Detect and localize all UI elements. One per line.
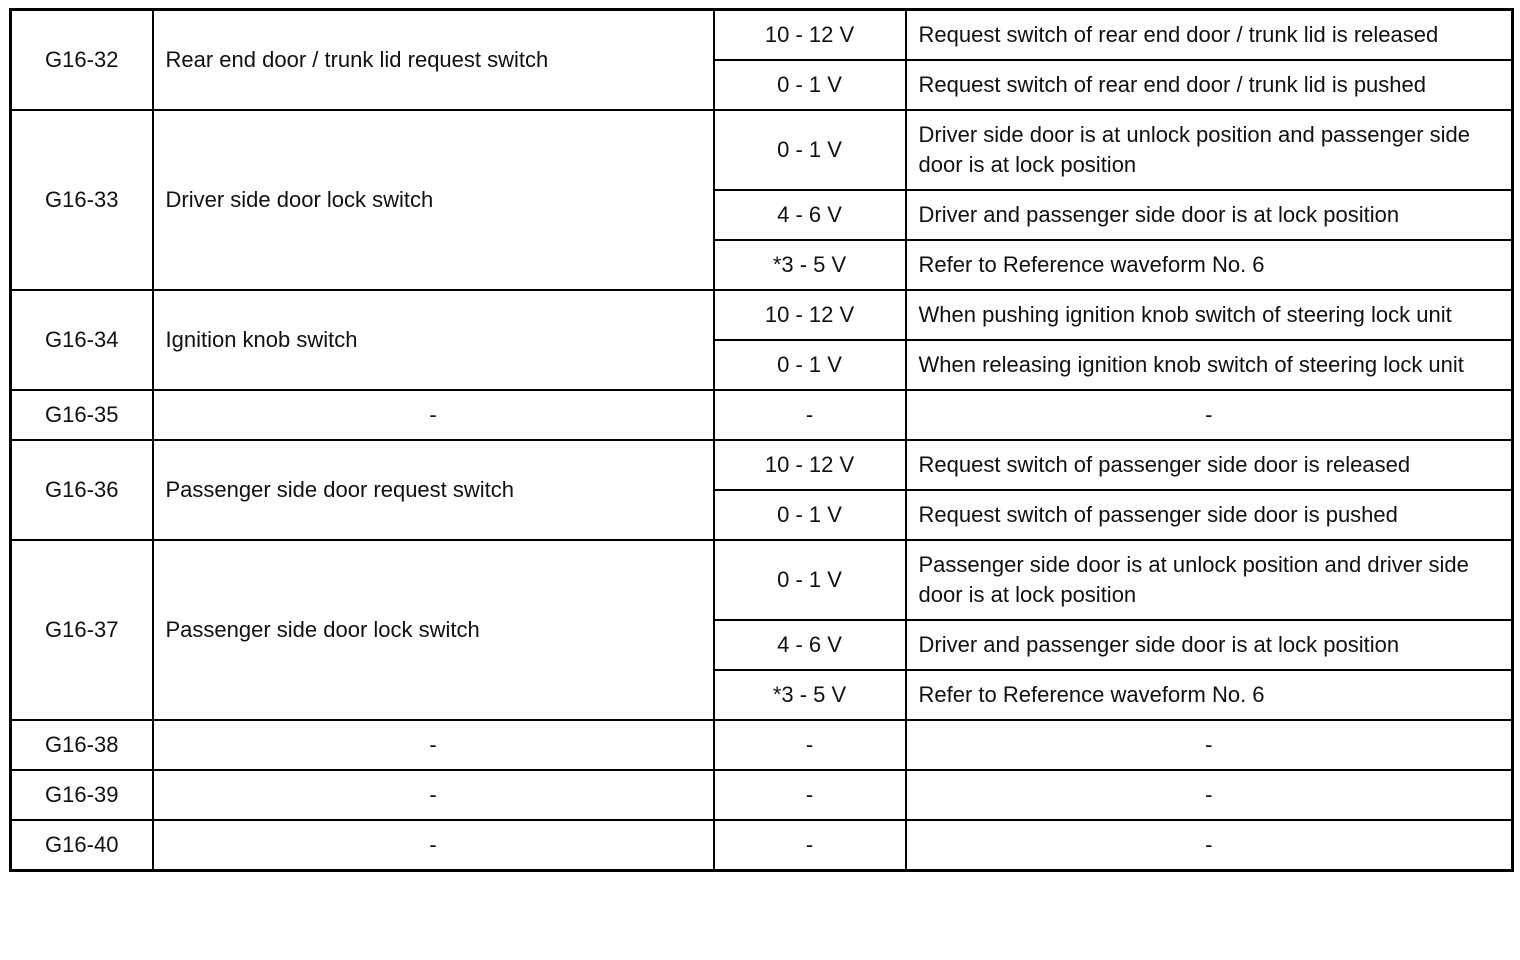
condition-cell: Request switch of rear end door / trunk lid is released xyxy=(906,10,1513,61)
table-row xyxy=(11,540,1513,620)
terminal-cell: G16-32 xyxy=(11,10,153,111)
table-row xyxy=(11,10,1513,61)
voltage-cell: - xyxy=(714,770,906,820)
description-cell: - xyxy=(153,390,714,440)
condition-cell: When pushing ignition knob switch of steering lock unit xyxy=(906,290,1513,340)
description-cell: - xyxy=(153,720,714,770)
table-row xyxy=(11,110,1513,190)
terminal-cell: G16-40 xyxy=(11,820,153,871)
condition-cell: - xyxy=(906,720,1513,770)
voltage-cell: 0 - 1 V xyxy=(714,110,906,190)
voltage-cell: 10 - 12 V xyxy=(714,10,906,61)
condition-cell: - xyxy=(906,390,1513,440)
voltage-cell: 0 - 1 V xyxy=(714,340,906,390)
voltage-cell: 4 - 6 V xyxy=(714,190,906,240)
voltage-cell: *3 - 5 V xyxy=(714,240,906,290)
terminal-cell: G16-34 xyxy=(11,290,153,390)
voltage-cell: - xyxy=(714,390,906,440)
description-cell: Rear end door / trunk lid request switch xyxy=(153,10,714,111)
table-row xyxy=(11,770,1513,820)
voltage-cell: 10 - 12 V xyxy=(714,440,906,490)
voltage-cell: 0 - 1 V xyxy=(714,60,906,110)
description-cell: - xyxy=(153,820,714,871)
table-row xyxy=(11,440,1513,490)
condition-cell: Passenger side door is at unlock position and driver side door is at lock position xyxy=(906,540,1513,620)
voltage-cell: 4 - 6 V xyxy=(714,620,906,670)
voltage-cell: 0 - 1 V xyxy=(714,540,906,620)
condition-cell: Refer to Reference waveform No. 6 xyxy=(906,240,1513,290)
condition-cell: Driver and passenger side door is at lock position xyxy=(906,190,1513,240)
description-cell: Passenger side door request switch xyxy=(153,440,714,540)
condition-cell: Request switch of rear end door / trunk lid is pushed xyxy=(906,60,1513,110)
condition-cell: Request switch of passenger side door is pushed xyxy=(906,490,1513,540)
voltage-cell: 10 - 12 V xyxy=(714,290,906,340)
terminal-cell: G16-37 xyxy=(11,540,153,720)
voltage-cell: - xyxy=(714,820,906,871)
description-cell: Driver side door lock switch xyxy=(153,110,714,290)
condition-cell: Request switch of passenger side door is released xyxy=(906,440,1513,490)
condition-cell: Refer to Reference waveform No. 6 xyxy=(906,670,1513,720)
condition-cell: Driver and passenger side door is at lock position xyxy=(906,620,1513,670)
condition-cell: Driver side door is at unlock position and passenger side door is at lock position xyxy=(906,110,1513,190)
terminal-cell: G16-36 xyxy=(11,440,153,540)
table-row xyxy=(11,720,1513,770)
condition-cell: - xyxy=(906,770,1513,820)
condition-cell: When releasing ignition knob switch of steering lock unit xyxy=(906,340,1513,390)
terminal-cell: G16-35 xyxy=(11,390,153,440)
terminal-voltage-table xyxy=(9,8,1514,872)
terminal-cell: G16-38 xyxy=(11,720,153,770)
terminal-cell: G16-33 xyxy=(11,110,153,290)
voltage-cell: - xyxy=(714,720,906,770)
voltage-cell: *3 - 5 V xyxy=(714,670,906,720)
description-cell: - xyxy=(153,770,714,820)
condition-cell: - xyxy=(906,820,1513,871)
table-row xyxy=(11,820,1513,871)
description-cell: Passenger side door lock switch xyxy=(153,540,714,720)
voltage-cell: 0 - 1 V xyxy=(714,490,906,540)
table-row xyxy=(11,290,1513,340)
description-cell: Ignition knob switch xyxy=(153,290,714,390)
terminal-cell: G16-39 xyxy=(11,770,153,820)
table-row xyxy=(11,390,1513,440)
